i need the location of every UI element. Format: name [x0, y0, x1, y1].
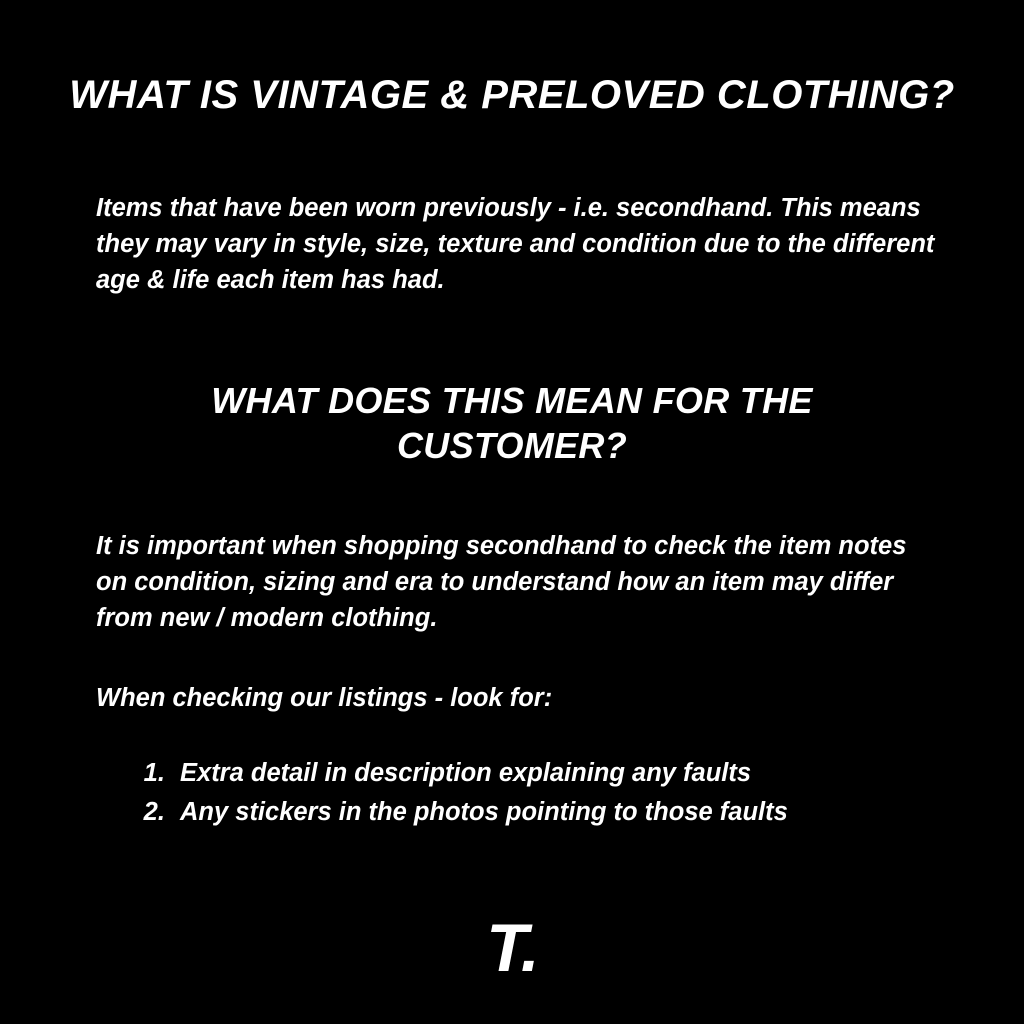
list-item: 1. Extra detail in description explaining any faults — [172, 754, 1012, 793]
section-heading: WHAT DOES THIS MEAN FOR THE CUSTOMER? — [211, 380, 813, 466]
list-intro-text: When checking our listings - look for: — [96, 684, 553, 712]
page-title: WHAT IS VINTAGE & PRELOVED CLOTHING? — [69, 73, 955, 117]
body-paragraph: It is important when shopping secondhand to check the item notes on condition, sizing and era to understand how an item may differ from new / modern clothing. — [96, 532, 907, 633]
intro-paragraph: Items that have been worn previously - i.e. secondhand. This means they may vary in style, size, texture and condition due to the different age & life each item has had. — [96, 194, 935, 295]
brand-logo: T. — [486, 910, 538, 986]
checklist — [124, 754, 1012, 832]
list-item: 2. Any stickers in the photos pointing to those faults — [172, 793, 1012, 832]
